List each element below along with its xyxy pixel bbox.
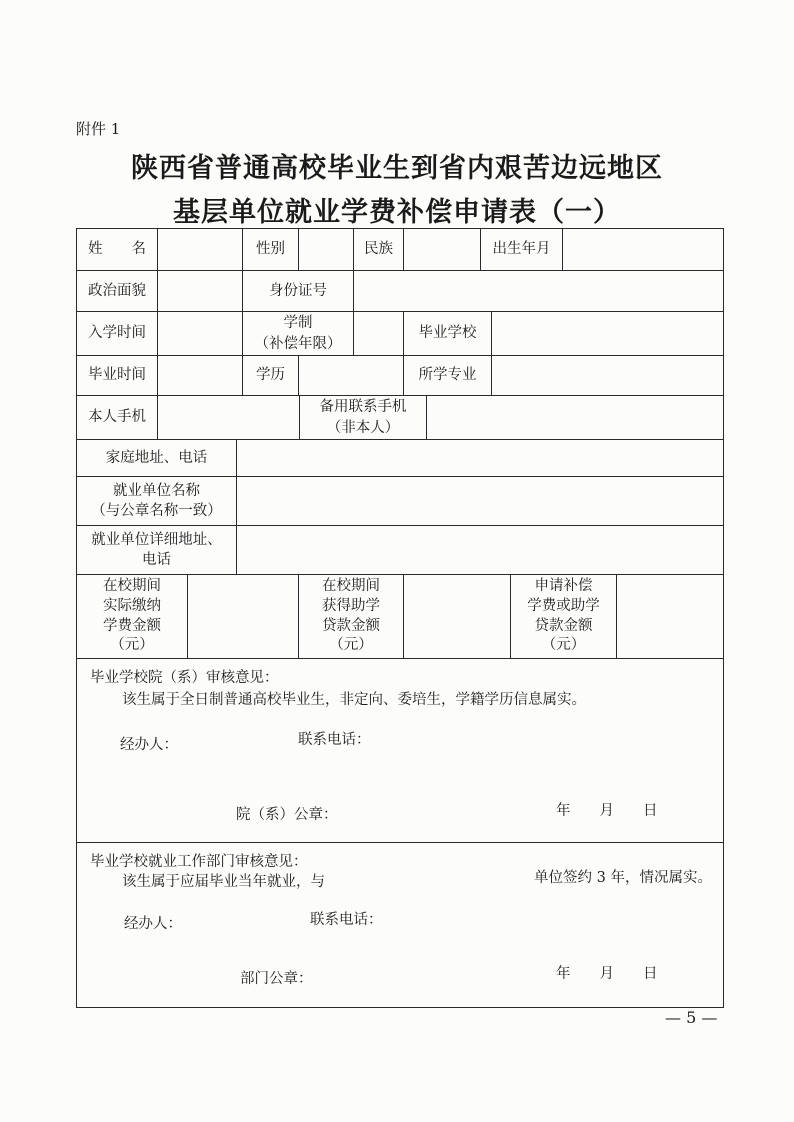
apply-line2: 学费或助学 [527,597,600,614]
employer-name-label [76,476,237,526]
schooling-label-line1: 学制 [283,315,313,332]
tuition-label [76,574,188,659]
tuition-line3: 学费金额 [103,617,161,634]
phone-label: 本人手机 [76,395,158,440]
name-label: 姓 名 [76,228,158,271]
apply-line1: 申请补偿 [534,578,593,595]
loan-field[interactable] [403,574,511,659]
major-field[interactable] [491,355,724,396]
political-field[interactable] [157,270,243,312]
employment-review-statement-b: 单位签约 3 年，情况属实。 [534,870,712,886]
backup-phone-field[interactable] [426,395,724,440]
name-field[interactable] [157,228,243,271]
political-label: 政治面貌 [76,270,158,312]
employment-review-seal: 部门公章： [240,971,313,987]
education-label: 学历 [242,355,299,396]
birth-label: 出生年月 [480,228,563,271]
page-number: — 5 — [665,1008,718,1027]
backup-phone-line1: 备用联系手机 [319,399,407,416]
employer-address-line1: 就业单位详细地址、 [91,531,222,548]
home-address-field[interactable] [236,439,724,477]
ethnicity-field[interactable] [403,228,481,271]
school-review-contact: 联系电话： [298,732,371,748]
employment-review-contact: 联系电话： [310,912,383,928]
home-address-label: 家庭地址、电话 [76,439,237,477]
major-label: 所学专业 [403,355,492,396]
schooling-field[interactable] [353,311,404,356]
tuition-line1: 在校期间 [103,578,161,595]
tuition-line4: （元） [110,637,154,654]
employer-address-line2: 电话 [142,552,171,568]
grad-time-field[interactable] [157,355,243,396]
employer-address-field[interactable] [236,525,724,575]
gender-field[interactable] [298,228,354,271]
grad-school-label: 毕业学校 [403,311,492,356]
school-review-seal: 院（系）公章： [236,807,338,823]
enroll-time-field[interactable] [157,311,243,356]
id-number-field[interactable] [353,270,724,312]
school-review-date: 年 月 日 [556,803,658,819]
attachment-label: 附件 1 [76,120,121,138]
loan-line4: （元） [329,637,373,654]
ethnicity-label: 民族 [353,228,404,271]
loan-line3: 贷款金额 [322,617,380,634]
employer-address-label [76,525,237,575]
grad-school-field[interactable] [491,311,724,356]
grad-time-label: 毕业时间 [76,355,158,396]
loan-label [298,574,404,659]
apply-amount-label [510,574,617,659]
tuition-line2: 实际缴纳 [103,597,161,614]
employment-review-date: 年 月 日 [556,966,658,982]
enroll-time-label: 入学时间 [76,311,158,356]
gender-label: 性别 [242,228,299,271]
form-title-line-1: 陕西省普通高校毕业生到省内艰苦边远地区 [131,153,663,184]
employment-review-statement-a: 该生属于应届毕业当年就业，与 [122,874,325,890]
loan-line2: 获得助学 [322,597,380,614]
schooling-label [242,311,354,356]
apply-amount-field[interactable] [616,574,724,659]
schooling-label-line2: （补偿年限） [254,335,342,352]
backup-phone-line2: （非本人） [326,419,400,436]
employment-review-heading: 毕业学校就业工作部门审核意见： [90,854,308,870]
employer-name-line2: （与公章名称一致） [91,503,222,519]
loan-line1: 在校期间 [322,578,380,595]
tuition-field[interactable] [187,574,299,659]
school-review-statement: 该生属于全日制普通高校毕业生，非定向、委培生，学籍学历信息属实。 [122,692,586,708]
phone-field[interactable] [157,395,300,440]
apply-line4: （元） [541,637,586,654]
id-number-label: 身份证号 [242,270,354,312]
form-title-line-2: 基层单位就业学费补偿申请表（一） [173,197,621,228]
backup-phone-label [299,395,427,440]
apply-line3: 贷款金额 [534,617,593,634]
school-review-heading: 毕业学校院（系）审核意见： [90,670,279,686]
school-review-handler: 经办人： [120,737,178,753]
birth-field[interactable] [562,228,724,271]
employer-name-field[interactable] [236,476,724,526]
employer-name-line1: 就业单位名称 [113,482,200,499]
education-field[interactable] [298,355,404,396]
employment-review-handler: 经办人： [124,916,182,932]
